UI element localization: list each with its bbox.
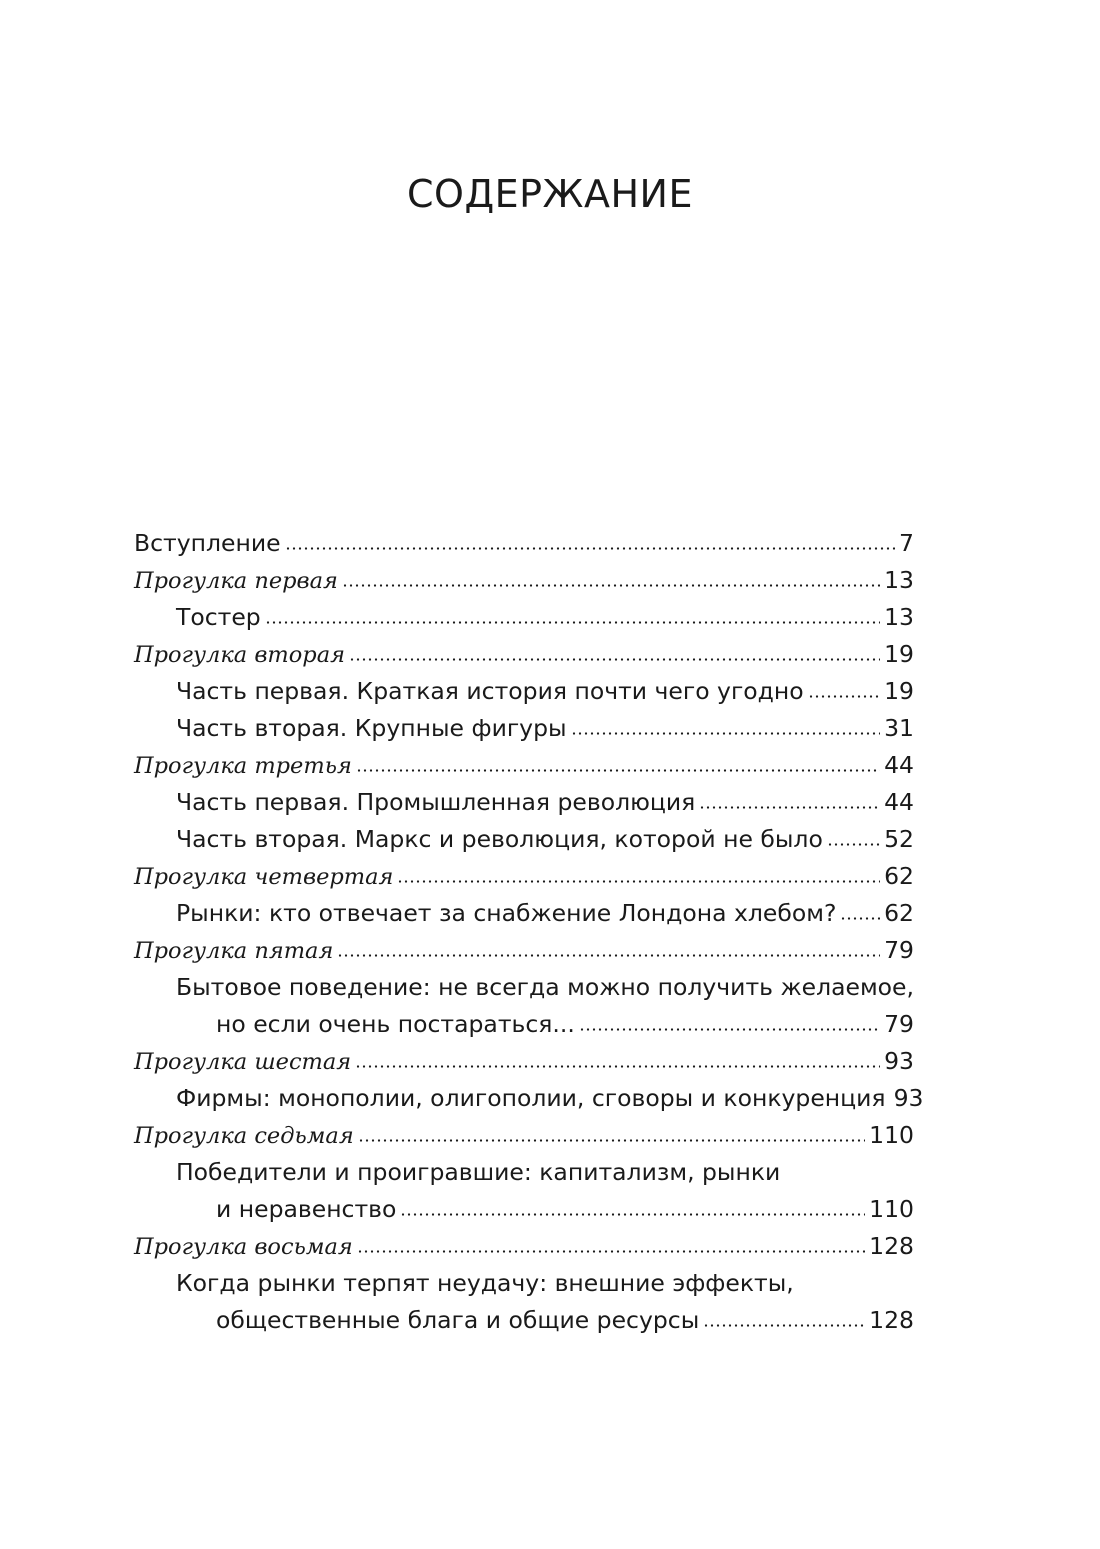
toc-entry-label: Бытовое поведение: не всегда можно получить желаемое, <box>176 973 914 1001</box>
toc-entry-label: Часть вторая. Крупные фигуры <box>176 714 567 742</box>
toc-entry-walk-3-chapter-1[interactable] <box>134 784 914 821</box>
toc-entry-label: Прогулка восьмая <box>134 1234 353 1260</box>
dot-leader <box>579 1028 880 1031</box>
toc-entry-walk-8-chapter-1-line-1[interactable] <box>134 1265 914 1302</box>
toc-entry-walk-2-chapter-2[interactable] <box>134 710 914 747</box>
toc-page-number: 13 <box>884 603 914 631</box>
toc-entry-label: Фирмы: монополии, олигополии, сговоры и конкуренция <box>176 1084 886 1112</box>
dot-leader <box>355 1065 880 1068</box>
toc-entry-label: общественные блага и общие ресурсы <box>216 1306 700 1334</box>
toc-entry-label: Прогулка четвертая <box>134 864 394 890</box>
toc-entry-label: Рынки: кто отвечает за снабжение Лондона хлебом? <box>176 899 837 927</box>
toc-entry-walk-2-chapter-1[interactable] <box>134 673 914 710</box>
dot-leader <box>265 621 880 624</box>
dot-leader <box>827 843 880 846</box>
dot-leader <box>840 917 880 920</box>
dot-leader <box>358 1139 865 1142</box>
toc-entry-walk-7-chapter-1-line-2[interactable] <box>134 1191 914 1228</box>
toc-entry-label: и неравенство <box>216 1195 397 1223</box>
dot-leader <box>337 954 880 957</box>
toc-entry-walk-6[interactable] <box>134 1043 914 1080</box>
toc-entry-intro[interactable] <box>134 525 914 562</box>
dot-leader <box>400 1213 865 1216</box>
toc-page-number: 19 <box>884 640 914 668</box>
toc-page-number: 62 <box>884 899 914 927</box>
toc-page-number: 79 <box>884 1010 914 1038</box>
toc-entry-label: Часть первая. Промышленная революция <box>176 788 696 816</box>
toc-entry-walk-3-chapter-2[interactable] <box>134 821 914 858</box>
toc-entry-label: Когда рынки терпят неудачу: внешние эффекты, <box>176 1269 794 1297</box>
toc-entry-walk-3[interactable] <box>134 747 914 784</box>
toc-entry-walk-7[interactable] <box>134 1117 914 1154</box>
toc-entry-walk-1-chapter-1[interactable] <box>134 599 914 636</box>
toc-entry-label: Вступление <box>134 529 281 557</box>
toc-page-number: 31 <box>884 714 914 742</box>
toc-entry-walk-8-chapter-1-line-2[interactable] <box>134 1302 914 1339</box>
toc-entry-walk-7-chapter-1-line-1[interactable] <box>134 1154 914 1191</box>
toc-entry-walk-5[interactable] <box>134 932 914 969</box>
toc-entry-label: Часть первая. Краткая история почти чего угодно <box>176 677 804 705</box>
toc-entry-walk-6-chapter-1[interactable] <box>134 1080 924 1117</box>
toc-entry-walk-2[interactable] <box>134 636 914 673</box>
toc-entry-walk-4-chapter-1[interactable] <box>134 895 914 932</box>
toc-entry-label: Прогулка пятая <box>134 938 334 964</box>
dot-leader <box>356 769 880 772</box>
toc-page-number: 93 <box>893 1084 924 1112</box>
dot-leader <box>571 732 881 735</box>
toc-page-number: 7 <box>899 529 914 557</box>
toc-entry-label: Прогулка третья <box>134 753 352 779</box>
toc-entry-walk-5-chapter-1-line-1[interactable] <box>134 969 914 1006</box>
toc-page-number: 62 <box>884 862 914 890</box>
toc-entry-walk-5-chapter-1-line-2[interactable] <box>134 1006 914 1043</box>
table-of-contents <box>134 525 924 1339</box>
toc-page-number: 52 <box>884 825 914 853</box>
dot-leader <box>357 1250 865 1253</box>
dot-leader <box>349 658 880 661</box>
toc-entry-label: Тостер <box>176 603 261 631</box>
toc-entry-label: Прогулка шестая <box>134 1049 352 1075</box>
toc-entry-walk-8[interactable] <box>134 1228 914 1265</box>
toc-page-number: 110 <box>869 1121 914 1149</box>
toc-entry-label: Прогулка первая <box>134 568 338 594</box>
dot-leader <box>397 880 880 883</box>
dot-leader <box>703 1324 865 1327</box>
dot-leader <box>808 695 880 698</box>
dot-leader <box>285 547 895 550</box>
toc-page-number: 13 <box>884 566 914 594</box>
toc-entry-label: Прогулка вторая <box>134 642 346 668</box>
page-title: СОДЕРЖАНИЕ <box>407 172 693 217</box>
toc-page-number: 79 <box>884 936 914 964</box>
toc-page-number: 44 <box>884 788 914 816</box>
toc-entry-walk-4[interactable] <box>134 858 914 895</box>
toc-entry-label: Победители и проигравшие: капитализм, рынки <box>176 1158 781 1186</box>
toc-entry-label: но если очень постараться... <box>216 1010 575 1038</box>
toc-page-number: 128 <box>869 1232 914 1260</box>
toc-entry-label: Часть вторая. Маркс и революция, которой не было <box>176 825 823 853</box>
toc-page-number: 44 <box>884 751 914 779</box>
toc-entry-walk-1[interactable] <box>134 562 914 599</box>
toc-page-number: 93 <box>884 1047 914 1075</box>
dot-leader <box>342 584 880 587</box>
toc-page-number: 19 <box>884 677 914 705</box>
dot-leader <box>699 806 880 809</box>
toc-page-number: 128 <box>869 1306 914 1334</box>
toc-page-number: 110 <box>869 1195 914 1223</box>
toc-entry-label: Прогулка седьмая <box>134 1123 354 1149</box>
